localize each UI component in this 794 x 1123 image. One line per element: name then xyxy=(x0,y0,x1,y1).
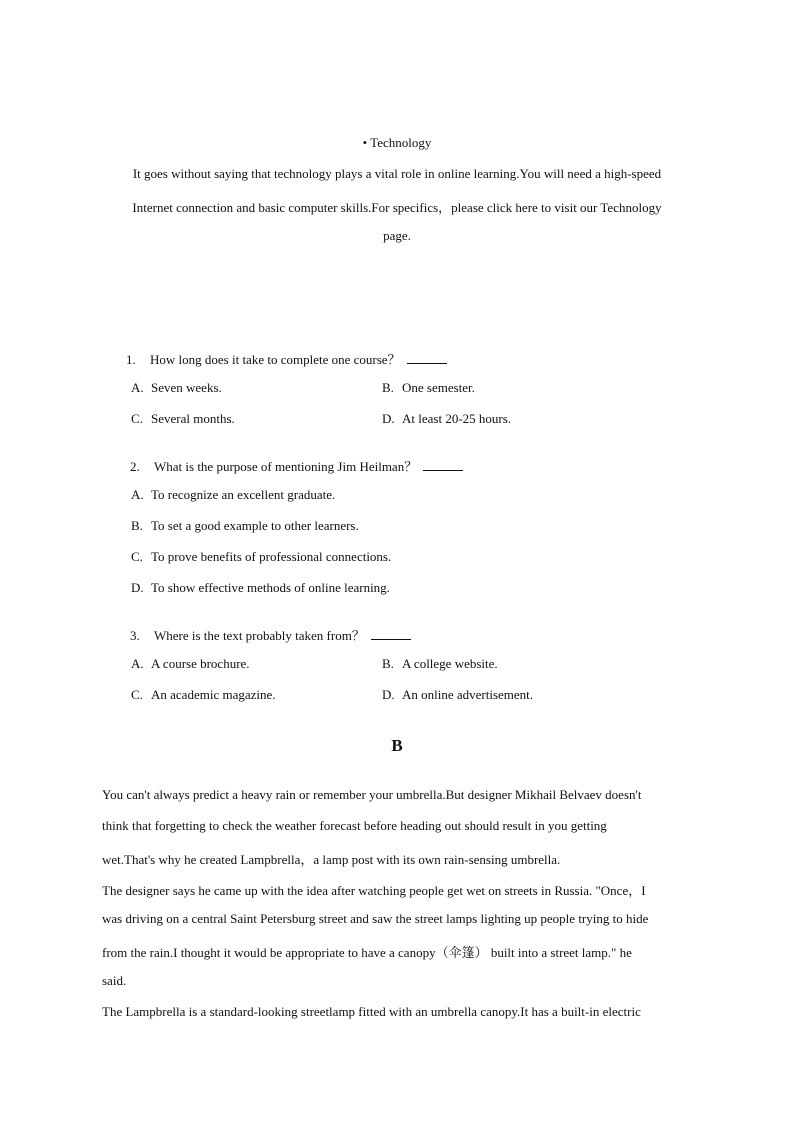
question-number: 2. xyxy=(130,459,140,474)
q1-option-b: B. One semester. xyxy=(382,380,475,395)
question-number: 3. xyxy=(130,628,140,643)
tech-line-1: It goes without saying that technology plays a vital role in online learning.You will need a high-speed xyxy=(132,166,662,181)
tech-title: • Technology xyxy=(362,135,432,150)
q1-option-d: D. At least 20-25 hours. xyxy=(382,411,512,426)
question-1 xyxy=(126,349,447,368)
passage-line-6: from the rain.I thought it would be appropriate to have a canopy（伞篷） built into a street lamp." he xyxy=(102,945,632,960)
q2-option-c: C. To prove benefits of professional connections. xyxy=(131,549,392,564)
tech-line-2: Internet connection and basic computer skills.For specifics，please click here to visit our Technology xyxy=(132,200,662,215)
passage-line-3: wet.That's why he created Lampbrella，a lamp post with its own rain-sensing umbrella. xyxy=(102,852,561,867)
answer-blank xyxy=(423,458,463,471)
answer-blank xyxy=(407,351,447,364)
answer-blank xyxy=(371,627,411,640)
question-3 xyxy=(130,625,411,644)
q2-option-d: D. To show effective methods of online learning. xyxy=(131,580,390,595)
passage-line-1: You can't always predict a heavy rain or remember your umbrella.But designer Mikhail Belvaev doesn't xyxy=(102,787,642,802)
passage-line-5: was driving on a central Saint Petersburg street and saw the street lamps lighting up people trying to hide xyxy=(102,911,649,926)
question-text: How long does it take to complete one course？ xyxy=(150,352,401,367)
question-text: What is the purpose of mentioning Jim Heilman？ xyxy=(154,459,418,474)
q3-option-a: A. A course brochure. xyxy=(131,656,250,671)
passage-line-2: think that forgetting to check the weather forecast before heading out should result in you getting xyxy=(102,818,607,833)
passage-line-7: said. xyxy=(102,973,127,988)
passage-line-8: The Lampbrella is a standard-looking streetlamp fitted with an umbrella canopy.It has a built-in electric xyxy=(102,1004,641,1019)
section-heading-b: B xyxy=(391,736,403,755)
q3-option-c: C. An academic magazine. xyxy=(131,687,276,702)
passage-line-4: The designer says he came up with the idea after watching people get wet on streets in Russia. "Once，I xyxy=(102,883,646,898)
q3-option-b: B. A college website. xyxy=(382,656,498,671)
q1-option-c: C. Several months. xyxy=(131,411,235,426)
q2-option-a: A. To recognize an excellent graduate. xyxy=(131,487,336,502)
question-number: 1. xyxy=(126,352,136,367)
q3-option-d: D. An online advertisement. xyxy=(382,687,534,702)
tech-line-3: page. xyxy=(383,228,411,243)
question-2 xyxy=(130,456,463,475)
q1-option-a: A. Seven weeks. xyxy=(131,380,222,395)
q2-option-b: B. To set a good example to other learners. xyxy=(131,518,359,533)
question-text: Where is the text probably taken from？ xyxy=(154,628,365,643)
